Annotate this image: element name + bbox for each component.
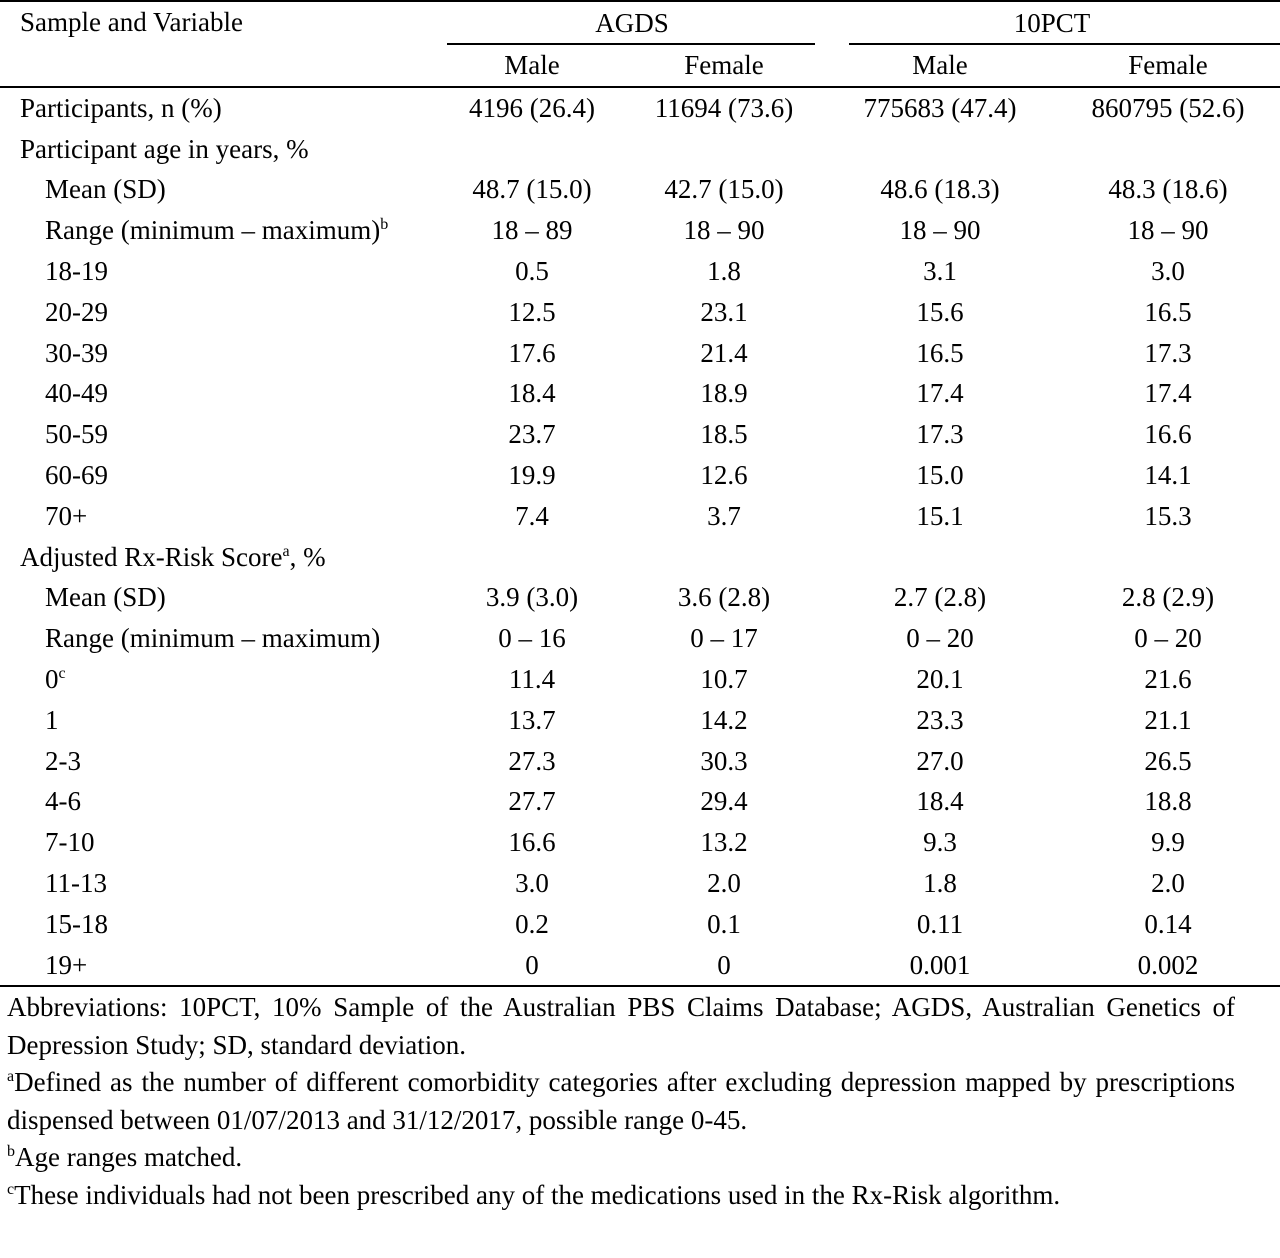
- cell-agds-female: 18.9: [700, 378, 748, 409]
- cell-10pct-female: [1056, 537, 1280, 578]
- cell-10pct-male: 27.0: [916, 745, 964, 776]
- row-label: [0, 700, 440, 741]
- table-row: [0, 251, 1280, 292]
- row-label: [0, 251, 440, 292]
- row-label: [0, 414, 440, 455]
- cell-10pct-female: 48.3 (18.6): [1108, 174, 1228, 205]
- cell-10pct-male: 15.6: [916, 296, 964, 327]
- row-label-text: 7-10: [45, 827, 95, 858]
- row-label-text: 40-49: [45, 378, 108, 409]
- cell-agds-male: 18.4: [508, 378, 556, 409]
- cell-10pct-female: 9.9: [1151, 827, 1185, 858]
- cell-10pct-male: 15.0: [916, 459, 964, 490]
- cell-agds-male: 0.5: [515, 255, 549, 286]
- cell-agds-female: 0.1: [707, 908, 741, 939]
- table-row: [0, 210, 1280, 251]
- row-label: [0, 904, 440, 945]
- cell-10pct-female: 21.6: [1144, 663, 1192, 694]
- sub-header-row: [0, 45, 1280, 87]
- row-label-text: 4-6: [45, 786, 81, 817]
- cell-agds-male: 0.2: [515, 908, 549, 939]
- footnote-mark: b: [7, 1143, 15, 1160]
- group-underline: [849, 43, 1280, 45]
- footnote-marker: c: [58, 664, 66, 682]
- cell-10pct-female: 17.3: [1144, 337, 1192, 368]
- table-row: [0, 373, 1280, 414]
- row-label-text: 60-69: [45, 459, 108, 490]
- cell-agds-female: 21.4: [700, 337, 748, 368]
- cell-agds-female: [624, 129, 824, 170]
- table-row: [0, 577, 1280, 618]
- cell-agds-female: 1.8: [707, 255, 741, 286]
- row-label-text: 30-39: [45, 337, 108, 368]
- cell-10pct-female: 26.5: [1144, 745, 1192, 776]
- table-row: [0, 618, 1280, 659]
- cell-agds-female: 0 – 17: [690, 623, 758, 654]
- row-label: [0, 945, 440, 987]
- cell-agds-female: 11694 (73.6): [654, 92, 794, 123]
- cell-10pct-female: 3.0: [1151, 255, 1185, 286]
- cell-10pct-male: 17.3: [916, 419, 964, 450]
- row-label-text: Participants, n (%): [20, 92, 222, 123]
- cell-agds-male: 27.7: [508, 786, 556, 817]
- cell-10pct-female: 0.002: [1056, 945, 1280, 987]
- cell-10pct-male: 2.7 (2.8): [893, 582, 987, 613]
- cell-10pct-female: 14.1: [1144, 459, 1192, 490]
- row-label: [0, 87, 440, 129]
- table-row: [0, 741, 1280, 782]
- row-label: [0, 741, 440, 782]
- table-body: [0, 1, 1280, 986]
- cell-10pct-female: 18.8: [1144, 786, 1192, 817]
- cell-agds-male: 19.9: [508, 459, 556, 490]
- cell-10pct-male: 18 – 90: [899, 215, 981, 246]
- sub-header-10pct-male: Male: [824, 45, 1056, 87]
- cell-10pct-female: 21.1: [1144, 704, 1192, 735]
- table-row: [0, 537, 1280, 578]
- cell-agds-female: 12.6: [700, 459, 748, 490]
- cell-10pct-female: 15.3: [1144, 500, 1192, 531]
- cell-10pct-female: 0.14: [1144, 908, 1192, 939]
- row-label-text: 11-13: [45, 867, 107, 898]
- row-label: [0, 618, 440, 659]
- table-row: [0, 659, 1280, 700]
- row-label: [0, 496, 440, 537]
- row-label-text: 15-18: [45, 908, 108, 939]
- table-row: [0, 822, 1280, 863]
- stub-header: Sample and Variable: [0, 1, 440, 45]
- row-label: [0, 537, 440, 578]
- footnote-text: Age ranges matched.: [15, 1142, 243, 1172]
- footnote-text: Defined as the number of different comorbidity categories after excluding depression mapped by prescriptions dispensed between 01/07/2013 and 31/12/2017, possible range 0-45.: [7, 1067, 1235, 1135]
- row-label-text: Range (minimum – maximum): [45, 215, 381, 246]
- row-label: [0, 292, 440, 333]
- cell-agds-female: 0: [624, 945, 824, 987]
- cell-10pct-male: 48.6 (18.3): [880, 174, 1000, 205]
- cell-agds-female: 3.6 (2.8): [677, 582, 771, 613]
- footnote-mark: a: [7, 1068, 15, 1085]
- cell-agds-male: 3.0: [515, 867, 549, 898]
- cell-10pct-female: 0 – 20: [1134, 623, 1202, 654]
- table-row: [0, 87, 1280, 129]
- cell-agds-male: [440, 129, 624, 170]
- cell-agds-female: 42.7 (15.0): [664, 174, 784, 205]
- cell-10pct-male: 0.001: [824, 945, 1056, 987]
- row-label: [0, 577, 440, 618]
- table-row: [0, 904, 1280, 945]
- table-footnotes: [7, 989, 1235, 1214]
- table-row: [0, 292, 1280, 333]
- row-label-text: 20-29: [45, 296, 108, 327]
- cell-agds-male: 11.4: [508, 663, 556, 694]
- row-label-text: 1: [45, 704, 59, 735]
- row-label-text: 18-19: [45, 255, 108, 286]
- sub-header-10pct-female: Female: [1056, 45, 1280, 87]
- row-label-text: Mean (SD): [45, 174, 166, 205]
- cell-agds-female: 2.0: [707, 867, 741, 898]
- cell-agds-female: [624, 537, 824, 578]
- cell-agds-female: 14.2: [700, 704, 748, 735]
- cell-10pct-male: 3.1: [923, 255, 957, 286]
- cell-10pct-male: 20.1: [916, 663, 964, 694]
- group-underline: [447, 43, 815, 45]
- row-label: [0, 659, 440, 700]
- table-row: [0, 333, 1280, 374]
- cell-10pct-male: 17.4: [916, 378, 964, 409]
- row-label-text: Mean (SD): [45, 582, 166, 613]
- row-label-text: Participant age in years, %: [20, 133, 309, 164]
- cell-agds-female: 18 – 90: [683, 215, 765, 246]
- cell-10pct-male: 0.11: [916, 908, 964, 939]
- group-header-label: 10PCT: [1013, 8, 1091, 39]
- footnote-text: These individuals had not been prescribed any of the medications used in the Rx-Risk algorithm.: [14, 1179, 1061, 1210]
- cell-10pct-male: 775683 (47.4): [863, 92, 1017, 123]
- cell-agds-male: 23.7: [508, 419, 556, 450]
- row-label: [0, 822, 440, 863]
- group-header-row: [0, 1, 1280, 45]
- cell-10pct-female: 17.4: [1144, 378, 1192, 409]
- row-label-text: 50-59: [45, 419, 108, 450]
- row-label-text: 0: [45, 663, 59, 694]
- cell-agds-male: 4196 (26.4): [469, 92, 595, 123]
- footnote-marker: a: [282, 542, 290, 560]
- row-label-text: Range (minimum – maximum): [45, 623, 381, 654]
- cell-agds-female: 13.2: [700, 827, 748, 858]
- cell-10pct-male: [824, 129, 1056, 170]
- cell-agds-female: 3.7: [707, 500, 741, 531]
- cell-10pct-male: 0 – 20: [906, 623, 974, 654]
- cell-agds-male: [440, 537, 624, 578]
- row-label: [0, 373, 440, 414]
- cell-agds-female: 18.5: [700, 419, 748, 450]
- row-label-text: 19+: [45, 949, 88, 980]
- cell-10pct-female: 16.6: [1144, 419, 1192, 450]
- table-row: [0, 945, 1280, 987]
- cell-agds-female: 29.4: [700, 786, 748, 817]
- row-label: [0, 781, 440, 822]
- abbreviations-note: Abbreviations: 10PCT, 10% Sample of the Australian PBS Claims Database; AGDS, Australian Genetics of Depression Study; SD, standard deviation.: [7, 992, 1235, 1060]
- cell-agds-male: 48.7 (15.0): [472, 174, 592, 205]
- row-label: [0, 129, 440, 170]
- cell-10pct-female: 18 – 90: [1127, 215, 1209, 246]
- table-row: [0, 455, 1280, 496]
- footnote-mark: c: [7, 1180, 15, 1198]
- cell-agds-male: 7.4: [515, 500, 549, 531]
- footnote-a: [7, 1064, 1235, 1139]
- table-row: [0, 700, 1280, 741]
- sub-header-empty: [0, 45, 440, 87]
- cell-10pct-female: 2.8 (2.9): [1121, 582, 1215, 613]
- sub-header-agds-female: Female: [624, 45, 824, 87]
- cell-agds-male: 13.7: [508, 704, 556, 735]
- cell-10pct-male: [824, 537, 1056, 578]
- cell-10pct-female: [1056, 129, 1280, 170]
- row-label-text: 2-3: [45, 745, 81, 776]
- cell-10pct-male: 23.3: [916, 704, 964, 735]
- cell-agds-female: 23.1: [700, 296, 748, 327]
- cell-10pct-male: 15.1: [916, 500, 964, 531]
- footnote-marker: b: [380, 216, 389, 234]
- row-label: [0, 333, 440, 374]
- footnote-b: [7, 1139, 1235, 1177]
- row-label-text: 70+: [45, 500, 88, 531]
- cell-agds-male: 0 – 16: [498, 623, 566, 654]
- cell-agds-male: 12.5: [508, 296, 556, 327]
- footnote-c: [7, 1177, 1235, 1215]
- table-row: [0, 129, 1280, 170]
- row-label: [0, 455, 440, 496]
- table-row: [0, 496, 1280, 537]
- group-header-agds: [440, 1, 824, 45]
- table-row: [0, 781, 1280, 822]
- cell-agds-male: 27.3: [508, 745, 556, 776]
- row-label-text: Adjusted Rx-Risk Score: [20, 541, 283, 572]
- group-header-10pct: [824, 1, 1280, 45]
- table-row: [0, 863, 1280, 904]
- row-label: [0, 169, 440, 210]
- cell-10pct-male: 18.4: [916, 786, 964, 817]
- group-header-label: AGDS: [595, 8, 669, 39]
- row-label: [0, 210, 440, 251]
- cell-agds-male: 17.6: [508, 337, 556, 368]
- cell-agds-female: 30.3: [700, 745, 748, 776]
- cell-10pct-male: 1.8: [923, 867, 957, 898]
- cell-agds-male: 3.9 (3.0): [485, 582, 579, 613]
- cell-agds-male: 18 – 89: [491, 215, 573, 246]
- table-row: [0, 414, 1280, 455]
- cell-agds-female: 10.7: [700, 663, 748, 694]
- row-label: [0, 863, 440, 904]
- cell-agds-male: 0: [440, 945, 624, 987]
- cell-10pct-female: 860795 (52.6): [1091, 92, 1245, 123]
- row-label-tail: , %: [289, 541, 326, 572]
- cell-10pct-male: 16.5: [916, 337, 964, 368]
- cell-10pct-male: 9.3: [923, 827, 957, 858]
- table-row: [0, 169, 1280, 210]
- cell-10pct-female: 2.0: [1151, 867, 1185, 898]
- cell-10pct-female: 16.5: [1144, 296, 1192, 327]
- cell-agds-male: 16.6: [508, 827, 556, 858]
- sub-header-agds-male: Male: [440, 45, 624, 87]
